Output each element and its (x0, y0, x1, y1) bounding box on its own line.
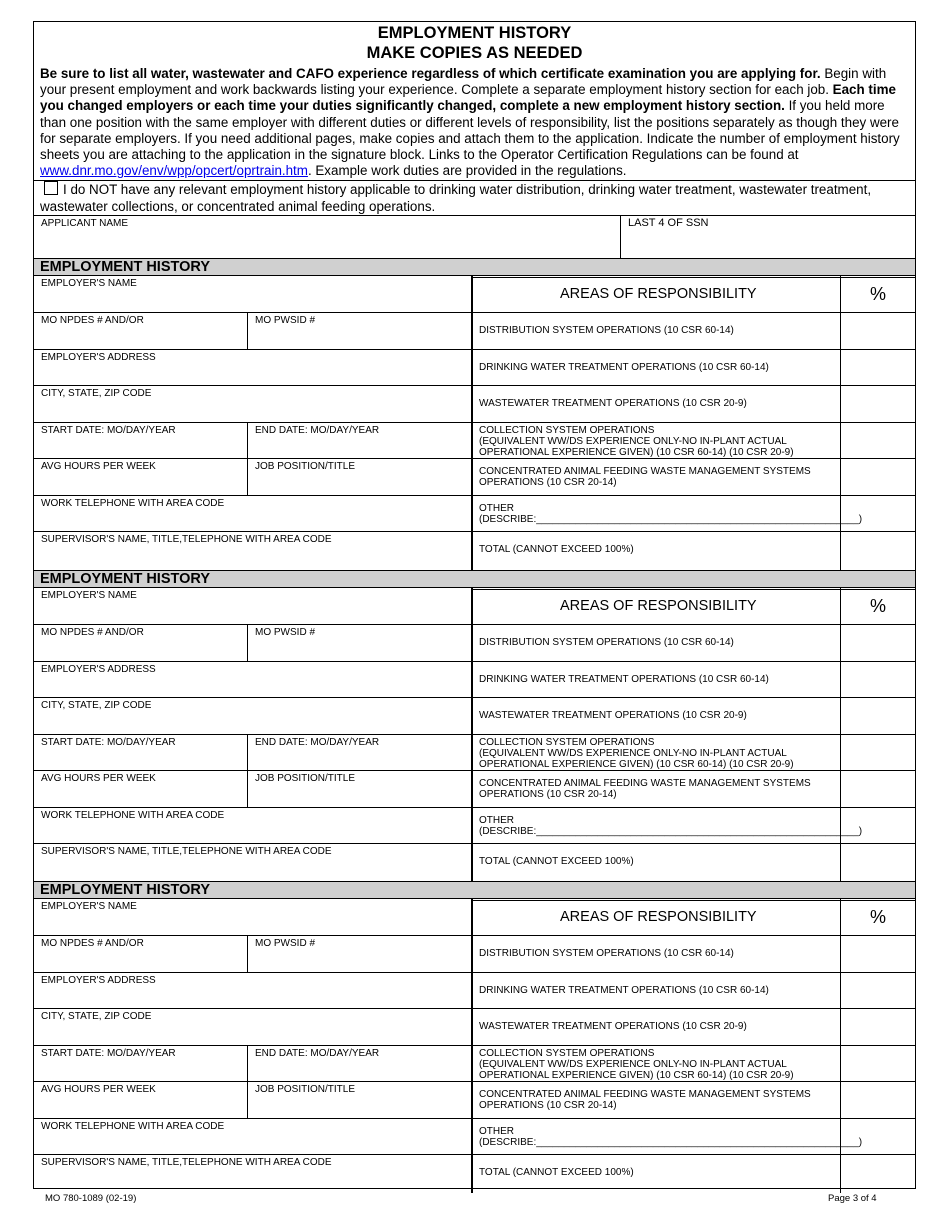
row-divider (34, 531, 915, 532)
area-distribution: DISTRIBUTION SYSTEM OPERATIONS (10 CSR 60-14) (479, 325, 734, 336)
supervisor-label: SUPERVISOR'S NAME, TITLE,TELEPHONE WITH AREA CODE (41, 534, 332, 545)
percent-header: % (870, 596, 887, 616)
row-divider (34, 770, 915, 771)
npdes-label: MO NPDES # AND/OR (41, 938, 144, 949)
row-divider (34, 843, 915, 844)
row-divider (34, 935, 915, 936)
areas-header: AREAS OF RESPONSIBILITY (560, 286, 757, 302)
employment-section-1 (34, 258, 915, 570)
area-collection: COLLECTION SYSTEM OPERATIONS (EQUIVALENT WW/DS EXPERIENCE ONLY-NO IN-PLANT ACTUAL OPERATIONAL EXPERIENCE GIVEN) (10 CSR 60-14) (10 CSR 20-9) (479, 737, 794, 770)
job-title-label: JOB POSITION/TITLE (255, 461, 356, 472)
row-divider (34, 1081, 915, 1082)
job-title-label: JOB POSITION/TITLE (255, 1084, 356, 1095)
area-distribution: DISTRIBUTION SYSTEM OPERATIONS (10 CSR 60-14) (479, 948, 734, 959)
row-divider (34, 422, 915, 423)
area-drinking-water: DRINKING WATER TREATMENT OPERATIONS (10 CSR 60-14) (479, 985, 769, 996)
divider (620, 216, 621, 258)
pwsid-label: MO PWSID # (255, 938, 316, 949)
row-divider (34, 385, 915, 386)
section-title: EMPLOYMENT HISTORY (34, 258, 915, 276)
form-number: MO 780-1089 (02-19) (45, 1193, 137, 1204)
field-divider (247, 312, 248, 349)
area-wastewater: WASTEWATER TREATMENT OPERATIONS (10 CSR 20-9) (479, 398, 747, 409)
area-other: OTHER (DESCRIBE:__________________________________________________________) (479, 1126, 863, 1148)
areas-header: AREAS OF RESPONSIBILITY (560, 909, 757, 925)
supervisor-label: SUPERVISOR'S NAME, TITLE,TELEPHONE WITH AREA CODE (41, 1157, 332, 1168)
avg-hours-label: AVG HOURS PER WEEK (41, 773, 156, 784)
area-total: TOTAL (CANNOT EXCEED 100%) (479, 856, 634, 867)
city-state-zip-label: CITY, STATE, ZIP CODE (41, 388, 152, 399)
employer-address-label: EMPLOYER'S ADDRESS (41, 975, 156, 986)
field-divider (247, 458, 248, 495)
area-distribution: DISTRIBUTION SYSTEM OPERATIONS (10 CSR 60-14) (479, 637, 734, 648)
section-title: EMPLOYMENT HISTORY (34, 881, 915, 899)
area-other: OTHER (DESCRIBE:__________________________________________________________) (479, 815, 863, 837)
end-date-label: END DATE: MO/DAY/YEAR (255, 737, 380, 748)
pwsid-label: MO PWSID # (255, 315, 316, 326)
row-divider (34, 458, 915, 459)
panel-divider (471, 899, 473, 1193)
row-divider (34, 734, 915, 735)
area-wastewater: WASTEWATER TREATMENT OPERATIONS (10 CSR 20-9) (479, 1021, 747, 1032)
field-divider (247, 770, 248, 807)
avg-hours-label: AVG HOURS PER WEEK (41, 461, 156, 472)
employment-history-form (33, 21, 916, 1189)
percent-divider (840, 588, 841, 882)
instructions: Be sure to list all water, wastewater and CAFO experience regardless of which certificate examination you are applying for. Begin with your present employment and work backwards listing your experience. Complete a separate employment history section for each job. Each time you changed employers or each time your duties significantly changed, complete a new employment history section. If you held more than one position with the same employer with different duties or different levels of responsibility, list the positions separately as though they were for separate employers. If you need additional pages, make copies and attach them to the application. Indicate the number of employment history sheets you are attaching to the application in the signature block. Links to the Operator Certification Regulations can be found at www.dnr.mo.gov/env/wpp/opcert/oprtrain.htm. Example work duties are provided in the regulations. (40, 66, 900, 179)
panel-divider (471, 276, 473, 570)
end-date-label: END DATE: MO/DAY/YEAR (255, 1048, 380, 1059)
row-divider (471, 277, 915, 278)
start-date-label: START DATE: MO/DAY/YEAR (41, 737, 176, 748)
percent-divider (840, 276, 841, 570)
employer-name-label: EMPLOYER'S NAME (41, 901, 137, 912)
field-divider (247, 422, 248, 458)
job-title-label: JOB POSITION/TITLE (255, 773, 356, 784)
percent-divider (840, 899, 841, 1193)
area-collection: COLLECTION SYSTEM OPERATIONS (EQUIVALENT WW/DS EXPERIENCE ONLY-NO IN-PLANT ACTUAL OPERATIONAL EXPERIENCE GIVEN) (10 CSR 60-14) (10 CSR 20-9) (479, 425, 794, 458)
employer-name-label: EMPLOYER'S NAME (41, 590, 137, 601)
start-date-label: START DATE: MO/DAY/YEAR (41, 1048, 176, 1059)
city-state-zip-label: CITY, STATE, ZIP CODE (41, 700, 152, 711)
applicant-name-label: APPLICANT NAME (41, 218, 129, 229)
field-divider (247, 624, 248, 661)
npdes-label: MO NPDES # AND/OR (41, 627, 144, 638)
area-drinking-water: DRINKING WATER TREATMENT OPERATIONS (10 CSR 60-14) (479, 362, 769, 373)
employer-address-label: EMPLOYER'S ADDRESS (41, 352, 156, 363)
area-total: TOTAL (CANNOT EXCEED 100%) (479, 1167, 634, 1178)
no-history-notice: I do NOT have any relevant employment history applicable to drinking water distribution, drinking water treatment, wastewater treatment, wastewater collections, or concentrated animal feeding operations. (34, 180, 915, 216)
employer-address-label: EMPLOYER'S ADDRESS (41, 664, 156, 675)
row-divider (471, 900, 915, 901)
row-divider (34, 1154, 915, 1155)
form-header (34, 22, 915, 181)
page-number: Page 3 of 4 (828, 1193, 877, 1204)
work-telephone-label: WORK TELEPHONE WITH AREA CODE (41, 498, 225, 509)
no-history-checkbox[interactable] (44, 181, 58, 195)
area-total: TOTAL (CANNOT EXCEED 100%) (479, 544, 634, 555)
row-divider (34, 1118, 915, 1119)
areas-header: AREAS OF RESPONSIBILITY (560, 598, 757, 614)
start-date-label: START DATE: MO/DAY/YEAR (41, 425, 176, 436)
employer-name-label: EMPLOYER'S NAME (41, 278, 137, 289)
end-date-label: END DATE: MO/DAY/YEAR (255, 425, 380, 436)
area-wastewater: WASTEWATER TREATMENT OPERATIONS (10 CSR 20-9) (479, 710, 747, 721)
row-divider (34, 312, 915, 313)
row-divider (34, 661, 915, 662)
employment-section-3 (34, 881, 915, 1193)
work-telephone-label: WORK TELEPHONE WITH AREA CODE (41, 1121, 225, 1132)
row-divider (34, 697, 915, 698)
row-divider (34, 1045, 915, 1046)
page-title: EMPLOYMENT HISTORY MAKE COPIES AS NEEDED (366, 24, 583, 62)
regulations-link[interactable]: www.dnr.mo.gov/env/wpp/opcert/oprtrain.htm (40, 163, 308, 179)
work-telephone-label: WORK TELEPHONE WITH AREA CODE (41, 810, 225, 821)
employment-section-2 (34, 570, 915, 882)
row-divider (34, 807, 915, 808)
pwsid-label: MO PWSID # (255, 627, 316, 638)
area-collection: COLLECTION SYSTEM OPERATIONS (EQUIVALENT WW/DS EXPERIENCE ONLY-NO IN-PLANT ACTUAL OPERATIONAL EXPERIENCE GIVEN) (10 CSR 60-14) (10 CSR 20-9) (479, 1048, 794, 1081)
avg-hours-label: AVG HOURS PER WEEK (41, 1084, 156, 1095)
row-divider (34, 972, 915, 973)
row-divider (34, 495, 915, 496)
row-divider (34, 349, 915, 350)
field-divider (247, 734, 248, 770)
field-divider (247, 1045, 248, 1081)
area-drinking-water: DRINKING WATER TREATMENT OPERATIONS (10 CSR 60-14) (479, 674, 769, 685)
area-cafo: CONCENTRATED ANIMAL FEEDING WASTE MANAGEMENT SYSTEMS OPERATIONS (10 CSR 20-14) (479, 466, 811, 488)
panel-divider (471, 588, 473, 882)
area-other: OTHER (DESCRIBE:__________________________________________________________) (479, 503, 863, 525)
percent-header: % (870, 284, 887, 304)
npdes-label: MO NPDES # AND/OR (41, 315, 144, 326)
field-divider (247, 1081, 248, 1118)
ssn-label: LAST 4 OF SSN (628, 217, 709, 229)
city-state-zip-label: CITY, STATE, ZIP CODE (41, 1011, 152, 1022)
section-title: EMPLOYMENT HISTORY (34, 570, 915, 588)
area-cafo: CONCENTRATED ANIMAL FEEDING WASTE MANAGEMENT SYSTEMS OPERATIONS (10 CSR 20-14) (479, 1089, 811, 1111)
row-divider (471, 589, 915, 590)
applicant-row (34, 216, 915, 259)
row-divider (34, 624, 915, 625)
percent-header: % (870, 907, 887, 927)
area-cafo: CONCENTRATED ANIMAL FEEDING WASTE MANAGEMENT SYSTEMS OPERATIONS (10 CSR 20-14) (479, 778, 811, 800)
supervisor-label: SUPERVISOR'S NAME, TITLE,TELEPHONE WITH AREA CODE (41, 846, 332, 857)
row-divider (34, 1008, 915, 1009)
field-divider (247, 935, 248, 972)
